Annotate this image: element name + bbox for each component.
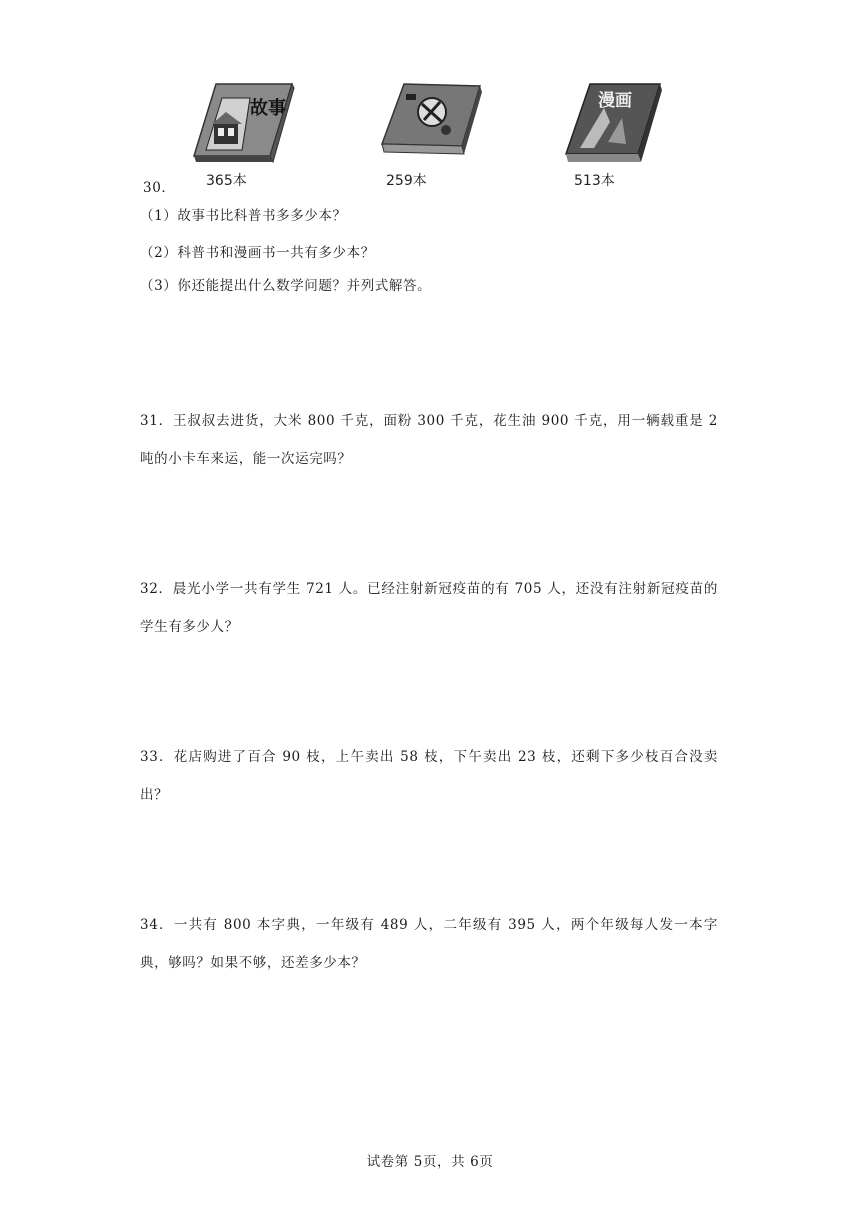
comic-book-image (564, 78, 676, 168)
question-30-sub-1: （1）故事书比科普书多多少本？ (140, 208, 347, 224)
question-34: 34．一共有 800 本字典，一年级有 489 人，二年级有 395 人，两个年级每人发一本字典，够吗？如果不够，还差多少本？ (140, 917, 718, 971)
question-33: 33．花店购进了百合 90 枝，上午卖出 58 枝，下午卖出 23 枝，还剩下多少枝百合没卖出？ (140, 749, 718, 803)
books-figure (176, 70, 688, 192)
page-footer: 试卷第 5页，共 6页 (366, 1154, 494, 1170)
story-book-title: 故事 (250, 98, 286, 119)
science-book-count: 259本 (386, 173, 427, 189)
comic-book-icon (564, 78, 676, 168)
question-30-sub-3: （3）你还能提出什么数学问题？并列式解答。 (140, 278, 432, 294)
question-30-sub-2: （2）科普书和漫画书一共有多少本？ (140, 245, 375, 261)
question-30-number: 30． (143, 180, 176, 196)
question-31: 31．王叔叔去进货，大米 800 千克，面粉 300 千克，花生油 900 千克，用一辆载重是 2 吨的小卡车来运，能一次运完吗？ (140, 413, 718, 467)
science-book-image (376, 78, 488, 168)
science-book-icon (376, 78, 488, 168)
comic-book-count: 513本 (574, 173, 615, 189)
question-32: 32．晨光小学一共有学生 721 人。已经注射新冠疫苗的有 705 人，还没有注射新冠疫苗的学生有多少人？ (140, 581, 718, 635)
story-book-icon (186, 78, 298, 168)
comic-book-title: 漫画 (598, 91, 632, 111)
story-book-image (186, 78, 298, 168)
story-book-count: 365本 (206, 173, 247, 189)
